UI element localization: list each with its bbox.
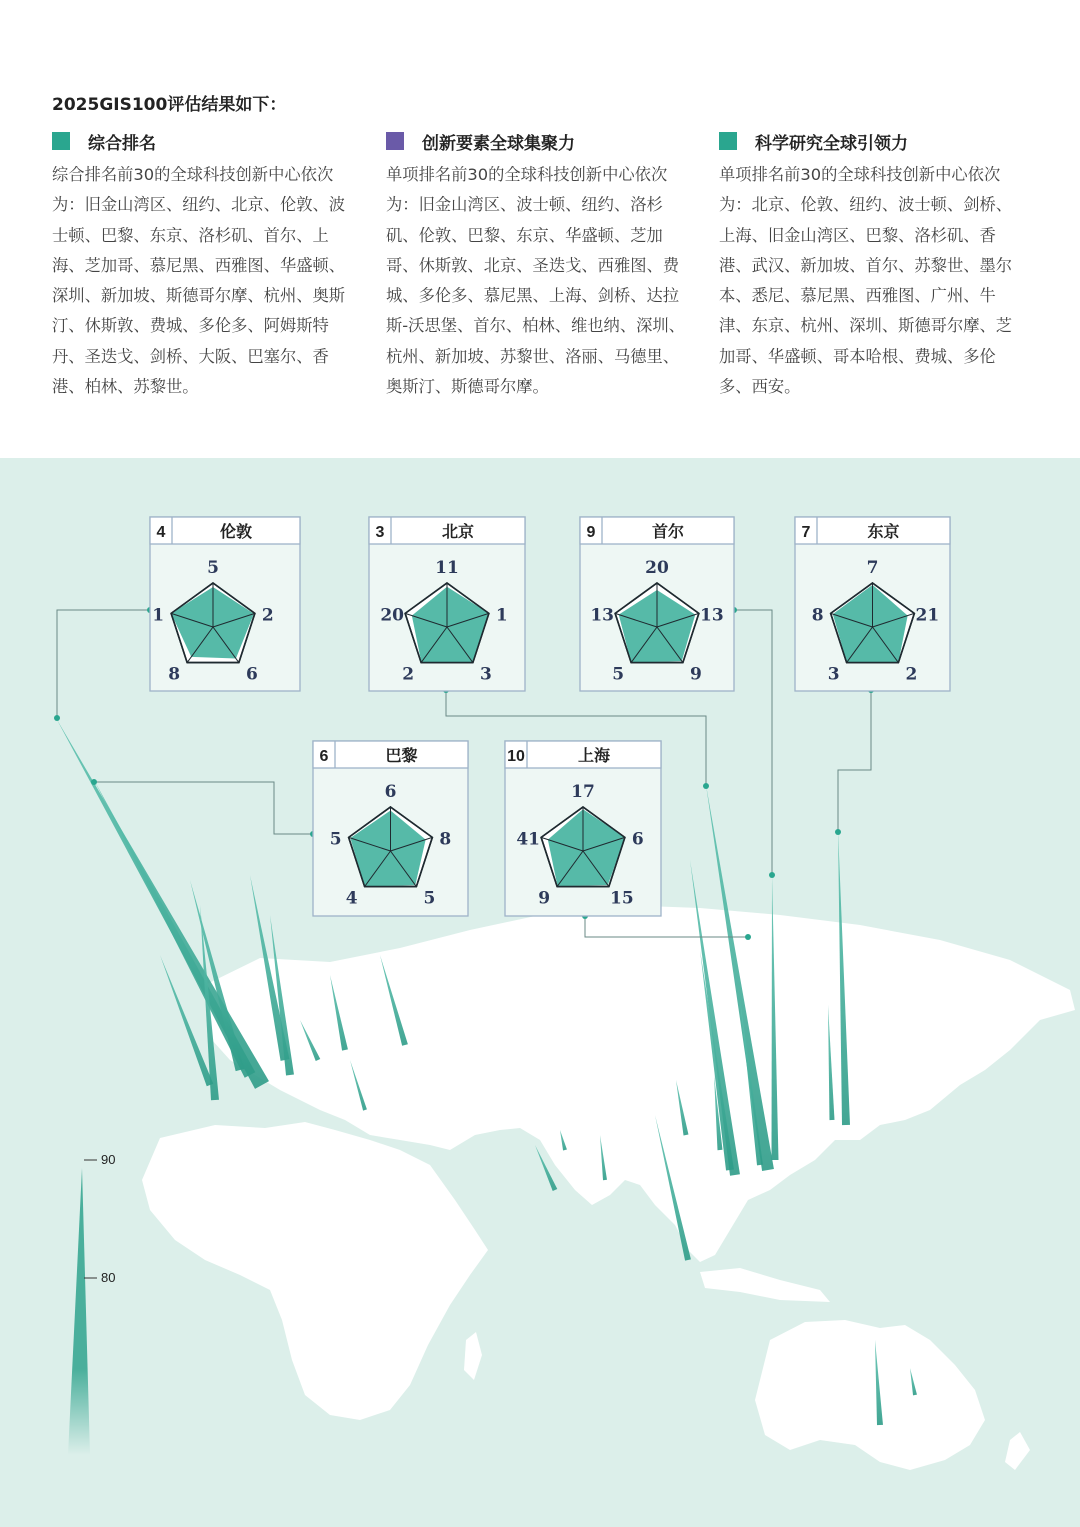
radar-value-label: 9 — [689, 664, 702, 685]
radar-value-label: 2 — [905, 664, 918, 685]
radar-value-label: 6 — [384, 782, 397, 802]
column-title: 科学研究全球引领力 — [755, 133, 908, 154]
radar-value-label: 5 — [207, 558, 219, 578]
radar-value-label: 2 — [402, 664, 415, 685]
radar-card — [150, 517, 300, 691]
column-body: 综合排名前30的全球科技创新中心依次为：旧金山湾区、纽约、北京、伦敦、波士顿、巴黎、东京、洛杉矶、首尔、上海、芝加哥、慕尼黑、西雅图、华盛顿、深圳、新加坡、斯德哥尔摩、杭州、奥斯汀、休斯敦、费城、多伦多、阿姆斯特丹、圣迭戈、剑桥、大阪、巴塞尔、香港、柏林、苏黎世。 — [52, 165, 346, 397]
continents — [142, 905, 1075, 1470]
radar-value-label: 20 — [645, 558, 669, 578]
page-heading: 2025GIS100评估结果如下： — [52, 95, 287, 115]
column-title: 创新要素全球集聚力 — [422, 133, 575, 154]
radar-value-label: 1 — [495, 605, 508, 626]
australia — [755, 1320, 985, 1470]
radar-value-label: 5 — [329, 829, 342, 850]
africa — [142, 1122, 488, 1420]
radar-value-label: 21 — [915, 605, 940, 626]
radar-value-label: 13 — [700, 605, 724, 626]
radar-value-label: 5 — [423, 888, 436, 909]
card-city: 巴黎 — [385, 746, 418, 765]
spike — [56, 718, 269, 1089]
radar-value-label: 3 — [827, 664, 840, 685]
connector-line — [94, 782, 313, 834]
radar-card — [580, 517, 734, 691]
legend-tick-80: 80 — [101, 1270, 116, 1285]
column-body: 单项排名前30的全球科技创新中心依次为：旧金山湾区、波士顿、纽约、洛杉矶、伦敦、巴黎、东京、华盛顿、芝加哥、休斯敦、北京、圣迭戈、西雅图、费城、多伦多、慕尼黑、上海、剑桥、达拉斯-沃思堡、首尔、柏林、维也纳、深圳、杭州、新加坡、苏黎世、洛丽、马德里、奥斯汀、斯德哥尔摩。 — [386, 165, 685, 397]
card-rank: 10 — [507, 748, 525, 765]
radar-value-label: 41 — [516, 829, 540, 850]
card-rank: 3 — [375, 524, 385, 541]
card-rank: 9 — [586, 524, 596, 541]
card-rank: 6 — [319, 748, 329, 765]
radar-value-label: 11 — [435, 558, 459, 578]
connector-dot — [835, 829, 841, 835]
column-body: 单项排名前30的全球科技创新中心依次为：北京、伦敦、纽约、波士顿、剑桥、上海、旧金山湾区、巴黎、洛杉矶、香港、武汉、新加坡、首尔、苏黎世、墨尔本、悉尼、慕尼黑、西雅图、广州、牛津、东京、杭州、深圳、斯德哥尔摩、芝加哥、华盛顿、哥本哈根、费城、多伦多、西安。 — [719, 165, 1013, 397]
radar-card — [313, 741, 468, 916]
card-city: 东京 — [867, 522, 900, 541]
card-rank: 4 — [156, 524, 166, 541]
connector-line — [838, 690, 871, 832]
card-city: 伦敦 — [219, 522, 253, 541]
radar-value-label: 8 — [168, 664, 181, 685]
connector-dot — [54, 715, 60, 721]
legend-spike — [68, 1168, 90, 1455]
radar-card — [505, 741, 661, 916]
column-title: 综合排名 — [88, 133, 156, 154]
new-zealand — [1005, 1432, 1030, 1470]
value-legend — [68, 1152, 115, 1455]
madagascar — [464, 1332, 482, 1380]
radar-value-label: 4 — [345, 888, 358, 909]
indonesia — [700, 1268, 830, 1302]
connector-dot — [703, 783, 709, 789]
radar-card — [795, 517, 950, 691]
radar-value-label: 2 — [261, 605, 274, 626]
legend-tick-90: 90 — [101, 1152, 116, 1167]
connector-dot — [769, 872, 775, 878]
card-rank: 7 — [801, 524, 811, 541]
radar-value-label: 1 — [152, 605, 165, 626]
radar-card — [369, 517, 525, 691]
radar-value-label: 9 — [538, 888, 551, 909]
radar-value-label: 8 — [439, 829, 452, 850]
card-city: 北京 — [441, 522, 475, 541]
radar-value-label: 13 — [590, 605, 614, 626]
radar-value-label: 17 — [571, 782, 595, 802]
connector-line — [57, 610, 150, 718]
radar-value-label: 5 — [612, 664, 625, 685]
radar-value-label: 3 — [479, 664, 492, 685]
radar-value-label: 15 — [610, 888, 634, 909]
card-city: 首尔 — [651, 522, 685, 541]
radar-value-label: 7 — [866, 558, 879, 578]
connector-line — [734, 610, 772, 875]
card-city: 上海 — [577, 746, 611, 765]
radar-value-label: 6 — [245, 664, 258, 685]
connector-dot — [91, 779, 97, 785]
radar-value-label: 6 — [631, 829, 644, 850]
radar-value-label: 20 — [380, 605, 404, 626]
connector-dot — [745, 934, 751, 940]
radar-value-label: 8 — [811, 605, 824, 626]
